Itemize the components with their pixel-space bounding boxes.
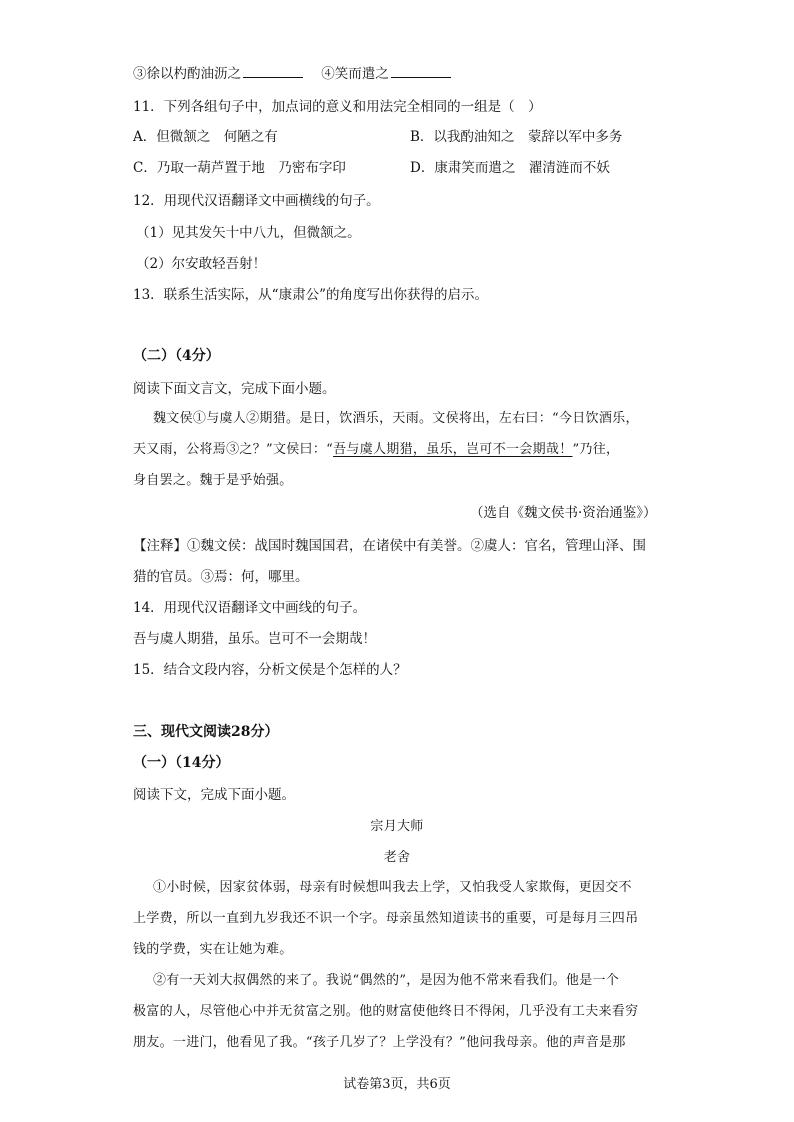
q11-option-c: C．乃取一葫芦置于地 乃密布字印 <box>133 160 346 176</box>
paragraph-1-line-3: 钱的学费，实在让她为难。 <box>133 942 293 957</box>
annotation-line-1: 【注释】①魏文侯：战国时魏国国君，在诸侯中有美誉。②虞人：官名，管理山泽、围 <box>133 538 646 554</box>
passage-line-2-end: ”乃往， <box>572 442 620 457</box>
paragraph-2-line-3: 朋友。一进门，他看见了我。“孩子几岁了？上学没有？”他问我母亲。他的声音是那 <box>133 1035 626 1050</box>
paragraph-2-line-2: 极富的人，尽管他心中并无贫富之别。他的财富使他终日不得闲，几乎没有工夫来看穷 <box>133 1004 639 1019</box>
q11-option-a: A．但微颔之 何陋之有 <box>133 129 278 145</box>
passage-source: （选自《魏文侯书·资治通鉴》） <box>470 505 657 521</box>
section3-heading: 三、现代文阅读28分） <box>133 724 279 740</box>
passage-line-2-start: 天又雨，公将焉③之？”文侯曰：“ <box>133 442 334 457</box>
underlined-sentence: 吾与虞人期猎，虽乐，岂可不一会期哉！ <box>333 442 573 457</box>
annotation-line-2: 猎的官员。③焉：何，哪里。 <box>133 569 309 585</box>
passage-line-2 <box>133 441 619 459</box>
q12-stem: 12．用现代汉语翻译文中画横线的句子。 <box>133 193 380 209</box>
q15-stem: 15．结合文段内容，分析文侯是个怎样的人？ <box>133 662 407 678</box>
paragraph-1-line-2: 上学费，所以一直到九岁我还不识一个字。母亲虽然知道读书的重要，可是每月三四吊 <box>133 911 639 926</box>
q11-option-d: D．康肃笑而遣之 濯清涟而不妖 <box>410 160 610 176</box>
section3-instruction: 阅读下文，完成下面小题。 <box>133 787 295 803</box>
q11-stem: 11．下列各组句子中，加点词的意义和用法完全相同的一组是（ ） <box>133 99 542 115</box>
q10-items <box>133 65 451 83</box>
section3-subheading: （一）（14分） <box>133 755 230 771</box>
q11-options-row1 <box>133 128 733 146</box>
answer-blank <box>391 65 451 78</box>
section2-heading: （二）（4分） <box>133 348 220 364</box>
q10-item4: ④笑而遣之 <box>321 66 389 82</box>
article-title: 宗月大师 <box>370 819 424 834</box>
q11-option-b: B．以我酌油知之 蒙辞以军中多务 <box>410 129 623 145</box>
page-footer: 试卷第3页，共6页 <box>343 1077 451 1092</box>
section2-instruction: 阅读下面文言文，完成下面小题。 <box>133 381 336 397</box>
q12-sentence-1: （1）见其发矢十中八九，但微颔之。 <box>136 225 361 241</box>
paragraph-1-line-1: ①小时候，因家贫体弱，母亲有时候想叫我去上学，又怕我受人家欺侮，更因交不 <box>153 880 632 895</box>
q13-stem: 13．联系生活实际，从“康肃公”的角度写出你获得的启示。 <box>133 287 488 303</box>
answer-blank <box>243 65 303 78</box>
passage-line-3: 身自罢之。魏于是乎始强。 <box>133 473 293 488</box>
q14-stem: 14．用现代汉语翻译文中画线的句子。 <box>133 600 367 616</box>
paragraph-2-line-1: ②有一天刘大叔偶然的来了。我说“偶然的”，是因为他不常来看我们。他是一个 <box>153 973 620 988</box>
q14-sentence: 吾与虞人期猎，虽乐。岂可不一会期哉！ <box>133 631 376 647</box>
q11-options-row2 <box>133 159 733 177</box>
q12-sentence-2: （2）尔安敢轻吾射！ <box>136 256 267 272</box>
article-author: 老舍 <box>383 850 411 865</box>
passage-line-1: 魏文侯①与虞人②期猎。是日，饮酒乐，天雨。文侯将出，左右曰：“今日饮酒乐， <box>153 411 639 426</box>
q10-item3: ③徐以杓酌油沥之 <box>133 66 241 82</box>
